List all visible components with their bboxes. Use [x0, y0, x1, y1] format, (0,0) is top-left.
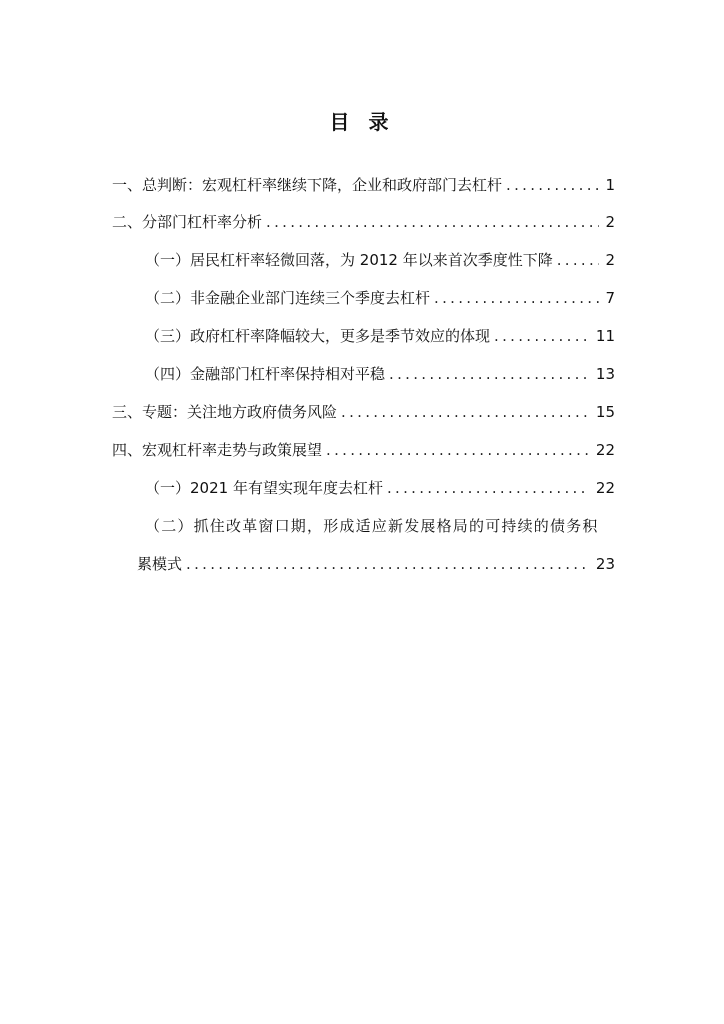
- toc-dot-leader: [434, 288, 599, 308]
- toc-dot-leader: [389, 364, 590, 384]
- toc-entry[interactable]: [145, 326, 615, 346]
- toc-entry-title: 累模式: [137, 555, 183, 573]
- toc-entry-page: 1: [605, 176, 615, 194]
- toc-entry-title: 一、总判断：宏观杠杆率继续下降，企业和政府部门去杠杆: [112, 176, 503, 194]
- toc-entry[interactable]: [112, 175, 615, 195]
- toc-entry[interactable]: [145, 364, 615, 384]
- toc-entry-title: 三、专题：关注地方政府债务风险: [112, 403, 338, 421]
- toc-entry-title: 二、分部门杠杆率分析: [112, 213, 263, 231]
- toc-entry-page: 15: [595, 403, 615, 421]
- toc-entry-page: 22: [595, 441, 615, 459]
- toc-entry-title: （二）抓住改革窗口期，形成适应新发展格局的可持续的债务积: [145, 517, 599, 535]
- toc-dot-leader: [341, 402, 590, 422]
- toc-entry[interactable]: [137, 554, 615, 574]
- toc-entry-title: （一）2021 年有望实现年度去杠杆: [145, 479, 383, 497]
- toc-entry-page: 2: [605, 251, 615, 269]
- toc-entry-page: 11: [595, 327, 615, 345]
- toc-entry-page: 13: [595, 365, 615, 383]
- toc-entry-title: （三）政府杠杆率降幅较大，更多是季节效应的体现: [145, 327, 491, 345]
- toc-dot-leader: [557, 250, 600, 270]
- toc-dot-leader: [326, 440, 590, 460]
- toc-entry[interactable]: [112, 212, 615, 232]
- toc-entry[interactable]: [145, 478, 615, 498]
- toc-entry[interactable]: [112, 440, 615, 460]
- toc-dot-leader: [494, 326, 590, 346]
- toc-entry-page: 22: [595, 479, 615, 497]
- toc-dot-leader: [387, 478, 590, 498]
- toc-dot-leader: [506, 175, 599, 195]
- toc-entry-page: 7: [605, 289, 615, 307]
- toc-dot-leader: [266, 212, 599, 232]
- toc-entry-page: 23: [595, 555, 615, 573]
- toc-entry-wrapped-line[interactable]: [145, 516, 615, 536]
- toc-entry-page: 2: [605, 213, 615, 231]
- toc-entry[interactable]: [145, 250, 615, 270]
- toc-entry-title: （一）居民杠杆率轻微回落，为 2012 年以来首次季度性下降: [145, 251, 553, 269]
- page-title: 目 录: [329, 110, 395, 134]
- toc-entry[interactable]: [145, 288, 615, 308]
- toc-entry-title: 四、宏观杠杆率走势与政策展望: [112, 441, 323, 459]
- toc-entry-title: （四）金融部门杠杆率保持相对平稳: [145, 365, 386, 383]
- toc-entry-title: （二）非金融企业部门连续三个季度去杠杆: [145, 289, 431, 307]
- toc-entry[interactable]: [112, 402, 615, 422]
- toc-dot-leader: [186, 554, 590, 574]
